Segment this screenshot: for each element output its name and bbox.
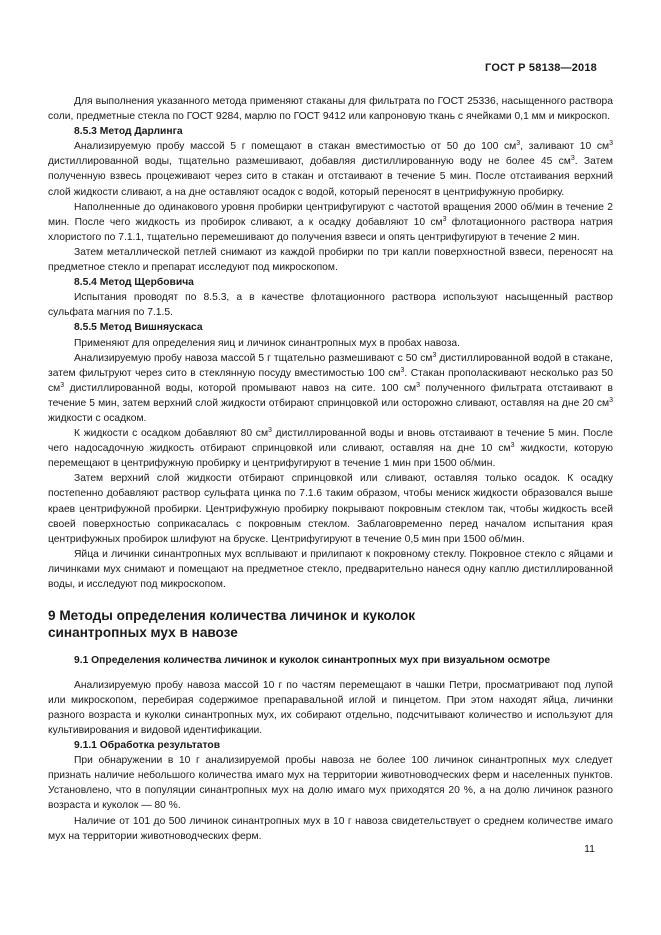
paragraph: При обнаружении в 10 г анализируемой пробы навоза не более 100 личинок синантропных мух следует признать наличие небольшого количества имаго мух на территории животноводческих ферм и населенных пунктов. Установлено, что в популяции синантропных мух на долю имаго мух приходятся 20 %, а на долю личинок разного возраста и куколок — 80 %. [48, 755, 613, 812]
paragraph: Анализируемую пробу массой 5 г помещают в стакан вместимостью от 50 до 100 $см^3$, заливают 10 $см^3$ дистиллированной воды, тщательно размешивают, добавляя дистиллированную воду не более 45 $см^3$. Затем полученную взвесь процеживают через сито в стакан и отстаивают в течение 5 мин. После отстаивания верхний слой жидкости сливают, а на дне оставляют осадок с водой, который переносят в центрифужную пробирку. [48, 140, 613, 198]
subsection-heading-9-1: 9.1 Определения количества личинок и куколок синантропных мух при визуальном осмотре [74, 654, 551, 666]
paragraph: Наполненные до одинакового уровня пробирки центрифугируют с частотой вращения 2000 об/мин в течение 2 мин. После чего жидкость из пробирок сливают, а к осадку добавляют 10 $см^3$ флотационного раствора натрия хлористого по 7.1.1, тщательно перемешивают до получения взвеси и опять центрифугируют в течение 2 мин. [48, 201, 614, 243]
paragraph: Затем металлической петлей снимают из каждой пробирки по три капли поверхностной взвеси, переносят на предметное стекло и препарат исследуют под микроскопом. [48, 246, 613, 274]
subsection-heading-8-5-4: 8.5.4 Метод Щербовича [74, 277, 194, 289]
subsection-heading-8-5-3: 8.5.3 Метод Дарлинга [74, 126, 183, 138]
paragraph: Применяют для определения яиц и личинок синантропных мух в пробах навоза. [74, 337, 460, 349]
document-code-header: ГОСТ Р 58138—2018 [485, 62, 597, 74]
paragraph: Яйца и личинки синантропных мух всплывают и прилипают к покровному стеклу. Покровное стекло с яйцами и личинками мух снимают и помещают на предметное стекло, предварительно нанеся одну каплю дистиллированной воды, и исследуют под микроскопом. [48, 548, 613, 590]
paragraph: Наличие от 101 до 500 личинок синантропных мух в 10 г навоза свидетельствует о среднем количестве имаго мух на территории животноводческих ферм. [48, 815, 613, 842]
paragraph: К жидкости с осадком добавляют 80 $см^3$ дистиллированной воды и вновь отстаивают в течение 5 мин. После чего надосадочную жидкость отбирают спринцовкой или сливают, оставляя на дне 10 $см^3$ жидкости, которую перемещают в центрифужную пробирку и центрифугируют в течение 1 мин при 1500 об/мин. [48, 427, 613, 470]
subsection-heading-9-1-1: 9.1.1 Обработка результатов [74, 740, 221, 752]
paragraph: Испытания проводят по 8.5.3, а в качестве флотационного раствора используют насыщенный раствор сульфата магния по 7.1.5. [48, 292, 613, 319]
paragraph: Анализируемую пробу навоза массой 5 г тщательно размешивают с 50 $см^3$ дистиллированной водой в стакане, затем фильтруют через сито в стеклянную посуду вместимостью 100 $см^3$. Стакан прополаскивают несколько раз 50 $см^3$ дистиллированной воды, которой промывают навоз на сите. 100 $см^3$ полученного фильтрата отстаивают в течение 5 мин, затем верхний слой жидкости отбирают спринцовкой или осторожно сливают, оставляя на дне 20 $см^3$ жидкости с осадком. [48, 351, 614, 424]
page-number: 11 [584, 843, 595, 855]
paragraph: Затем верхний слой жидкости отбирают спринцовкой или сливают, оставляя только осадок. К осадку постепенно добавляют раствор сульфата цинка по 7.1.6 таким образом, чтобы мениск жидкости образовался выше краев центрифужной пробирки. Центрифужную пробирку покрывают покровным стеклом так, чтобы жидкость всей своей поверхностью соприкасалась с покровным стеклом. Заблаговременно перед началом испытания края центрифужных пробирок шлифуют на бруске. Центрифугируют в течение 0,5 мин при 1500 об/мин. [48, 473, 613, 545]
paragraph: Анализируемую пробу навоза массой 10 г по частям перемещают в чашки Петри, просматривают под лупой или микроскопом, перебирая содержимое препаравальной иглой и пинцетом. При этом находят яйца, личинки разного возраста и куколки синантропных мух, их собирают отдельно, подсчитывают количество и используют для культивирования и видовой идентификации. [48, 679, 613, 736]
section-heading-9: 9 Методы определения количества личинок и куколок синантропных мух в навозе [48, 608, 416, 640]
subsection-heading-8-5-5: 8.5.5 Метод Вишняускаса [74, 322, 203, 334]
paragraph: Для выполнения указанного метода применяют стаканы для фильтрата по ГОСТ 25336, насыщенного раствора соли, предметные стекла по ГОСТ 9284, марлю по ГОСТ 9412 или капроновую ткань с ячейками 0,1 мм и микроскоп. [48, 96, 613, 123]
document-body [48, 94, 613, 844]
